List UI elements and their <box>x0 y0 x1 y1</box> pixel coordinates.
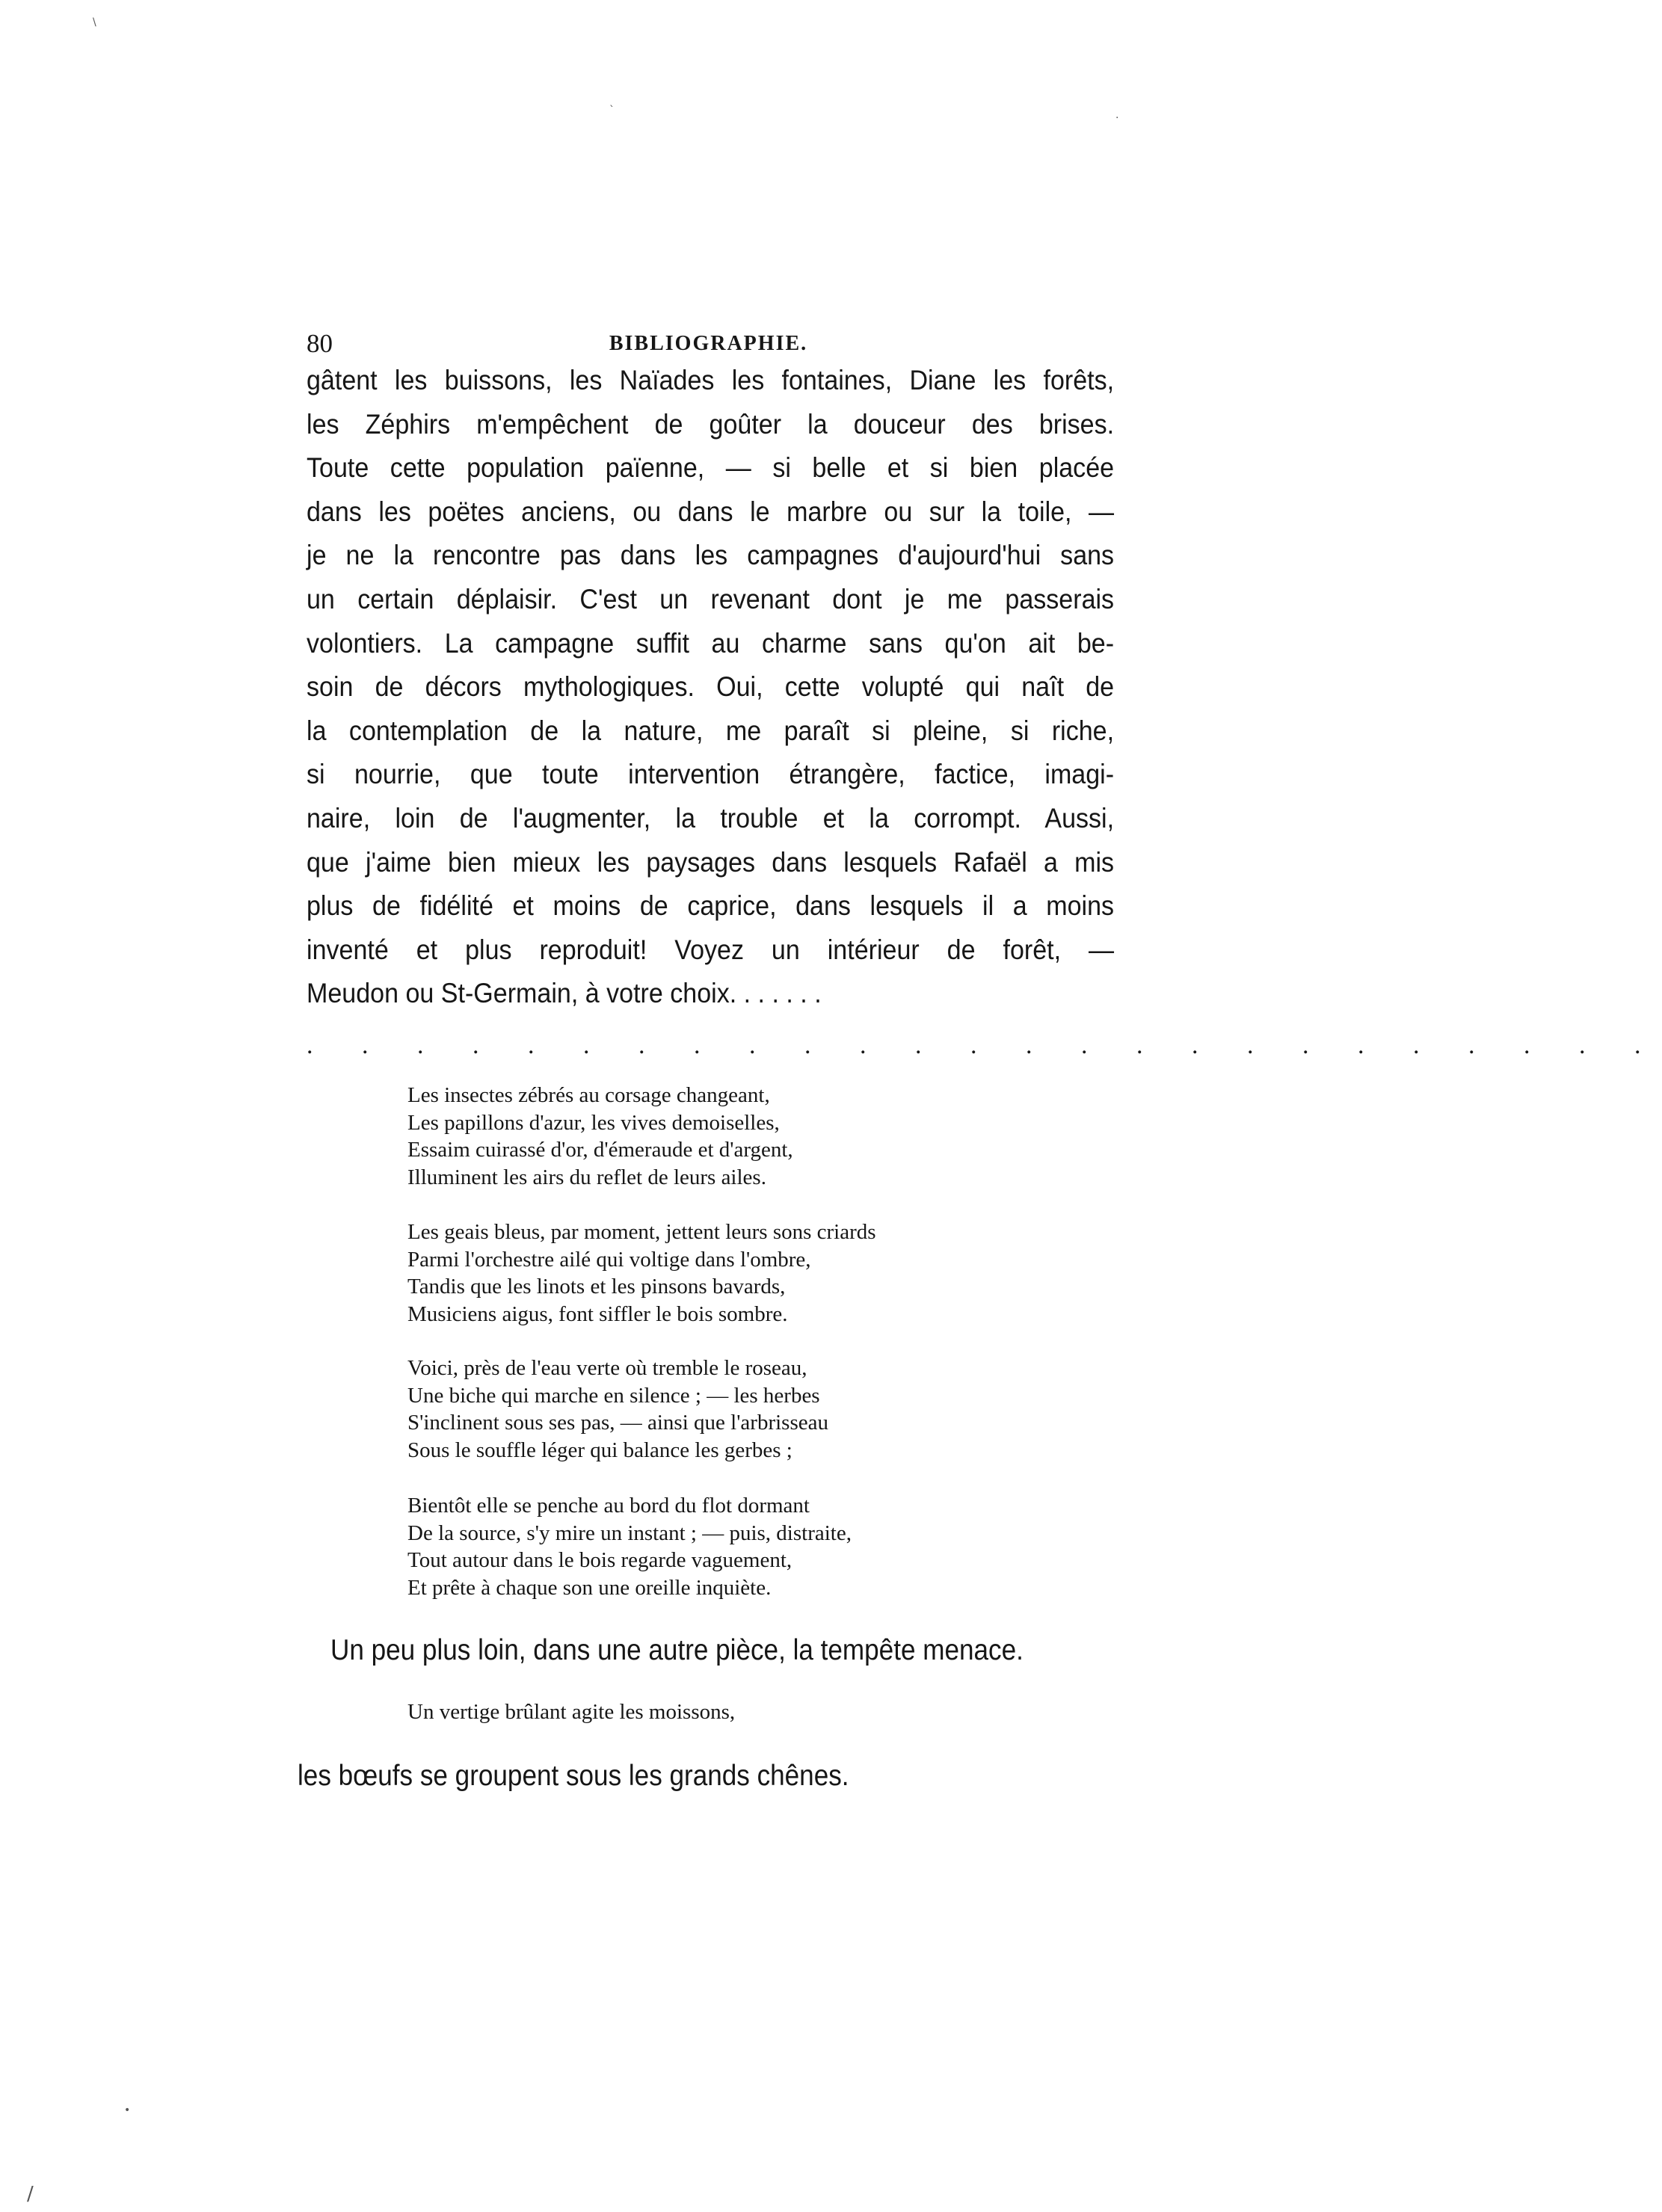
verse-line: Une biche qui marche en silence ; — les herbes <box>407 1383 820 1408</box>
scan-speck: \ <box>93 16 96 28</box>
prose-line: dans les poëtes anciens, ou dans le marbre ou sur la toile, — <box>307 496 1115 527</box>
prose-line: je ne la rencontre pas dans les campagnes d'aujourd'hui sans <box>307 540 1115 571</box>
verse-line: Les papillons d'azur, les vives demoiselles, <box>407 1110 780 1135</box>
verse-line: De la source, s'y mire un instant ; — puis, distraite, <box>407 1521 852 1545</box>
poem-stanza-3 <box>407 1355 1043 1464</box>
scan-speck: • <box>124 2104 131 2116</box>
verse-line: Tandis que les linots et les pinsons bavards, <box>407 1275 786 1298</box>
prose-line: volontiers. La campagne suffit au charme sans qu'on ait be- <box>307 627 1115 659</box>
verse-line: Les geais bleus, par moment, jettent leurs sons criards <box>407 1220 876 1244</box>
prose-paragraph <box>307 359 1115 1016</box>
verse-line: Bientôt elle se penche au bord du flot dormant <box>407 1494 810 1518</box>
continuation-line: les bœufs se groupent sous les grands chênes. <box>298 1760 849 1792</box>
prose-line: Meudon ou St-Germain, à votre choix. . . . . . . <box>307 978 822 1009</box>
prose-line: la contemplation de la nature, me paraît si pleine, si riche, <box>307 715 1115 746</box>
verse-line: Sous le souffle léger qui balance les gerbes ; <box>407 1438 792 1462</box>
prose-line: gâtent les buissons, les Naïades les fontaines, Diane les forêts, <box>307 365 1115 395</box>
verse-line: S'inclinent sous ses pas, — ainsi que l'arbrisseau <box>407 1411 828 1435</box>
poem-stanza-1 <box>407 1082 1043 1191</box>
prose-line: si nourrie, que toute intervention étrangère, factice, imagi- <box>307 759 1115 790</box>
verse-line: Illuminent les airs du reflet de leurs ailes. <box>407 1165 766 1189</box>
ellipsis-line: . . . . . . . . . . . . . . . . . . . . . . . . . <box>307 1032 1662 1059</box>
scan-speck: · <box>1115 112 1119 124</box>
running-head-title: BIBLIOGRAPHIE. <box>609 332 808 355</box>
prose-line: inventé et plus reproduit! Voyez un intérieur de forêt, — <box>307 934 1115 965</box>
prose-line: un certain déplaisir. C'est un revenant dont je me passerais <box>307 583 1115 614</box>
verse-line: Parmi l'orchestre ailé qui voltige dans l'ombre, <box>407 1247 811 1272</box>
quoted-verse-line: Un vertige brûlant agite les moissons, <box>407 1700 736 1724</box>
continuation-line: Un peu plus loin, dans une autre pièce, la tempête menace. <box>330 1634 1024 1666</box>
prose-line: que j'aime bien mieux les paysages dans lesquels Rafaël a mis <box>307 846 1115 878</box>
prose-line: soin de décors mythologiques. Oui, cette volupté qui naît de <box>307 671 1115 703</box>
page-number: 80 <box>307 329 333 358</box>
verse-line: Essaim cuirassé d'or, d'émeraude et d'argent, <box>407 1138 793 1162</box>
scan-speck: ` <box>609 105 615 117</box>
poem-stanza-2 <box>407 1219 1043 1328</box>
prose-line: Toute cette population païenne, — si belle et si bien placée <box>307 452 1115 484</box>
poem-stanza-4 <box>407 1492 1043 1601</box>
prose-line: les Zéphirs m'empêchent de goûter la douceur des brises. <box>307 408 1115 440</box>
verse-line: Voici, près de l'eau verte où tremble le roseau, <box>407 1356 807 1380</box>
verse-line: Tout autour dans le bois regarde vaguement, <box>407 1548 792 1572</box>
prose-line: plus de fidélité et moins de caprice, dans lesquels il a moins <box>307 890 1115 922</box>
verse-line: Musiciens aigus, font siffler le bois sombre. <box>407 1301 788 1326</box>
scan-speck: / <box>27 2183 34 2205</box>
prose-line: naire, loin de l'augmenter, la trouble et la corrompt. Aussi, <box>307 802 1115 834</box>
verse-line: Et prête à chaque son une oreille inquiète. <box>407 1575 772 1600</box>
verse-line: Les insectes zébrés au corsage changeant, <box>407 1083 770 1107</box>
